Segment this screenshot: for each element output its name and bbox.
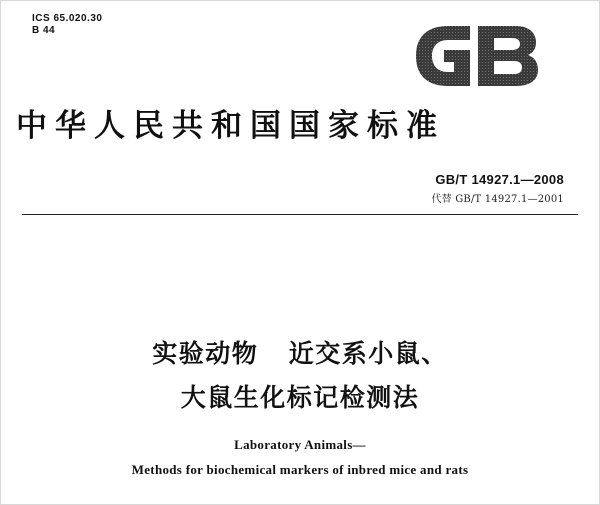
- chinese-title-line-1: 实验动物 近交系小鼠、: [152, 339, 448, 368]
- gb-logo: [412, 22, 542, 90]
- gb-logo-text: GB: [412, 22, 414, 23]
- chinese-title-line-2: 大鼠生化标记检测法: [180, 383, 420, 412]
- english-title-line-1: Laboratory Animals—: [234, 437, 366, 452]
- english-title-line-2: Methods for biochemical markers of inbred mice and rats: [131, 462, 469, 477]
- ics-code: ICS 65.020.30: [32, 13, 103, 24]
- national-standard-title: 中华人民共和国国家标准: [16, 108, 445, 144]
- replaces-standard: 代替 GB/T 14927.1—2001: [431, 194, 564, 205]
- logo-letter-g: [416, 26, 470, 86]
- logo-letter-b: [478, 26, 538, 86]
- ccs-code: B 44: [32, 25, 56, 36]
- standard-number: GB/T 14927.1—2008: [435, 172, 564, 187]
- header-divider: [22, 214, 578, 215]
